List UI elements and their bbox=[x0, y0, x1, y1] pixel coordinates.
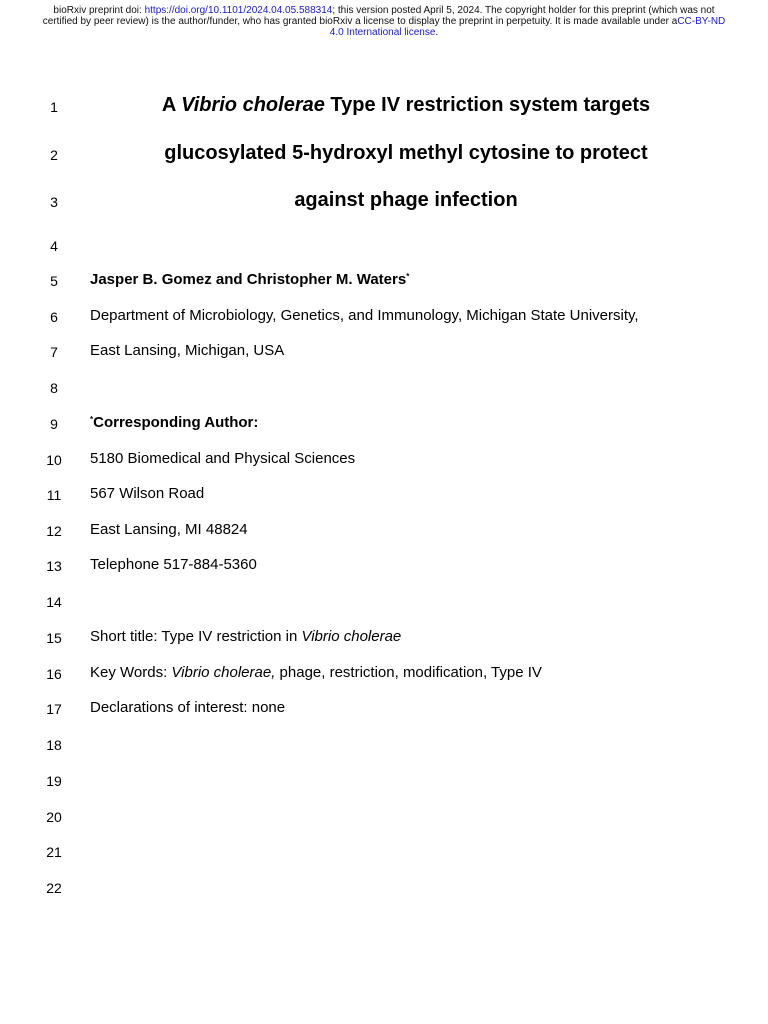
keywords-species: Vibrio cholerae, bbox=[171, 664, 276, 681]
line-number: 12 bbox=[46, 523, 62, 539]
license-link[interactable]: CC-BY-ND 4.0 International license bbox=[329, 16, 726, 38]
authors: Jasper B. Gomez and Christopher M. Waters bbox=[90, 271, 407, 288]
short-title-label: Short title: Type IV restriction in bbox=[90, 628, 302, 645]
doi-link[interactable]: https://doi.org/10.1101/2024.04.05.588314 bbox=[144, 5, 333, 16]
banner-notice: ; this version posted April 5, 2024. The copyright holder for this preprint (which was not certified by peer review) is the author/funder, who has granted bioRxiv a license to display the preprint in perpetuity. It is made available under a bbox=[42, 5, 715, 27]
affiliation-line-1: Department of Microbiology, Genetics, and Immunology, Michigan State University, bbox=[90, 307, 639, 324]
short-title bbox=[90, 628, 401, 646]
line-number: 19 bbox=[46, 773, 62, 789]
banner-prefix: bioRxiv preprint doi: bbox=[53, 5, 145, 16]
line-number: 1 bbox=[50, 99, 58, 115]
line-number: 14 bbox=[46, 594, 62, 610]
title-line-1 bbox=[90, 93, 722, 117]
corresponding-asterisk: * bbox=[90, 415, 94, 424]
keywords-rest: phage, restriction, modification, Type IV bbox=[275, 664, 542, 681]
short-title-species: Vibrio cholerae bbox=[301, 628, 402, 645]
keywords bbox=[90, 664, 542, 682]
line-number: 6 bbox=[50, 309, 58, 325]
line-number: 20 bbox=[46, 809, 62, 825]
address-line-3: East Lansing, MI 48824 bbox=[90, 521, 248, 538]
line-number: 7 bbox=[50, 344, 58, 360]
line-number: 8 bbox=[50, 380, 58, 396]
telephone: Telephone 517-884-5360 bbox=[90, 556, 257, 573]
author-list bbox=[90, 271, 409, 289]
title-line-2: glucosylated 5-hydroxyl methyl cytosine to protect bbox=[164, 142, 648, 164]
author-asterisk: * bbox=[406, 272, 410, 281]
line-number: 13 bbox=[46, 558, 62, 574]
line-number: 3 bbox=[50, 194, 58, 210]
line-number: 10 bbox=[46, 452, 62, 468]
corresponding-heading bbox=[90, 414, 258, 432]
line-number: 17 bbox=[46, 701, 62, 717]
address-line-2: 567 Wilson Road bbox=[90, 485, 205, 502]
declarations: Declarations of interest: none bbox=[90, 699, 286, 716]
line-number: 4 bbox=[50, 238, 58, 254]
line-number: 5 bbox=[50, 273, 58, 289]
address-line-1: 5180 Biomedical and Physical Sciences bbox=[90, 450, 356, 467]
line-number: 21 bbox=[46, 844, 62, 860]
line-number: 18 bbox=[46, 737, 62, 753]
line-number: 2 bbox=[50, 147, 58, 163]
preprint-banner bbox=[40, 5, 728, 38]
affiliation-line-2: East Lansing, Michigan, USA bbox=[90, 342, 285, 359]
line-number: 11 bbox=[46, 487, 62, 503]
line-number: 16 bbox=[46, 666, 62, 682]
corresponding-label: Corresponding Author: bbox=[93, 414, 259, 431]
keywords-label: Key Words: bbox=[90, 664, 172, 681]
line-number: 15 bbox=[46, 630, 62, 646]
title-line-3: against phage infection bbox=[294, 189, 518, 211]
line-number: 9 bbox=[50, 416, 58, 432]
title-prefix: A bbox=[161, 94, 182, 116]
title-suffix: Type IV restriction system targets bbox=[324, 94, 651, 116]
banner-end: . bbox=[435, 27, 439, 38]
title-species: Vibrio cholerae bbox=[181, 94, 325, 116]
line-number: 22 bbox=[46, 880, 62, 896]
